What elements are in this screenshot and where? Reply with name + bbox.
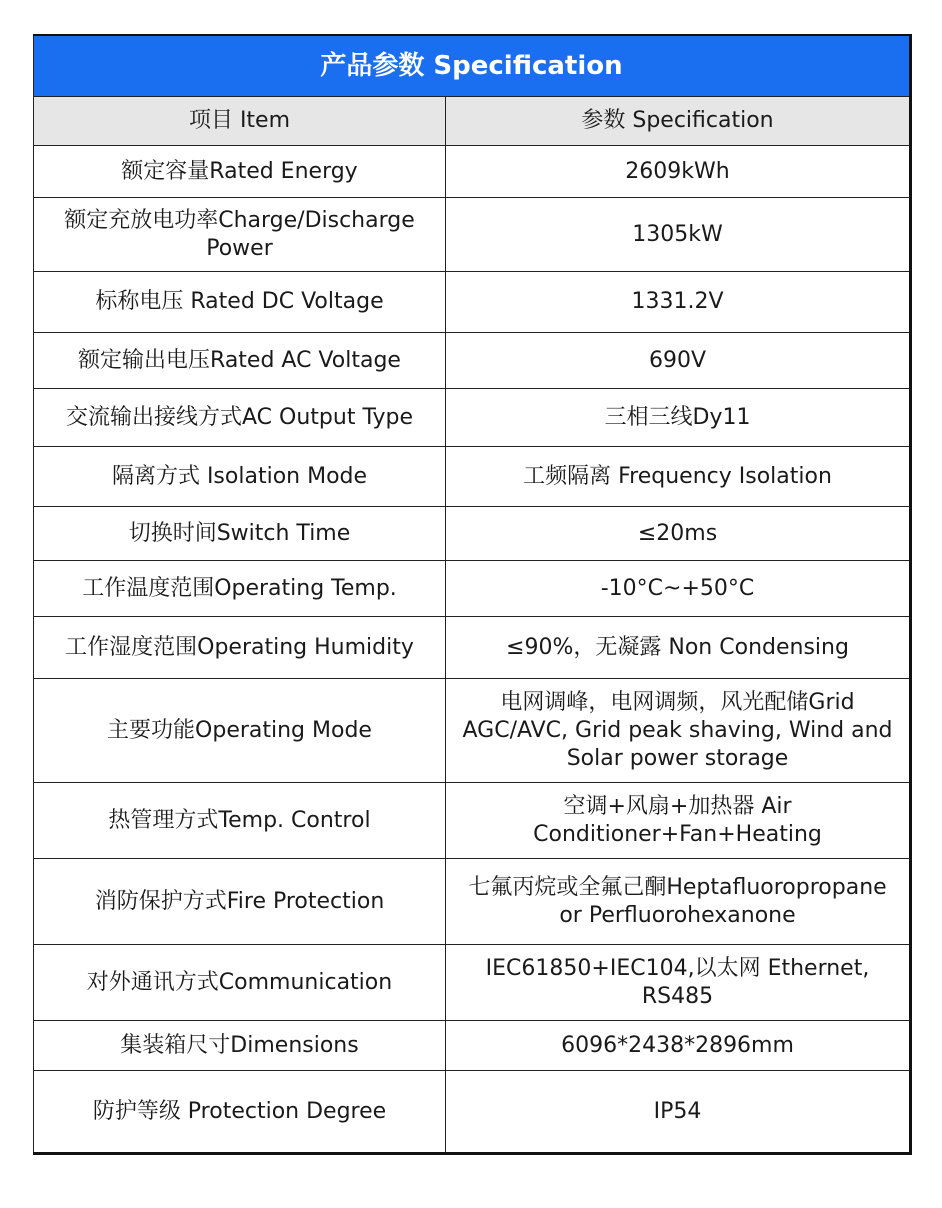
row-value: 七氟丙烷或全氟己酮Heptafluoropropane or Perfluorohexanone (446, 859, 911, 945)
row-value: ≤20ms (446, 507, 911, 561)
table-row (34, 507, 911, 561)
row-value: IP54 (446, 1071, 911, 1154)
row-value: ≤90%，无凝露 Non Condensing (446, 617, 911, 679)
table-row (34, 447, 911, 507)
row-value: -10°C~+50°C (446, 561, 911, 617)
row-item-label: 防护等级 Protection Degree (34, 1071, 446, 1154)
row-item-label: 对外通讯方式Communication (34, 945, 446, 1021)
header-item: 项目 Item (34, 97, 446, 146)
row-value: 空调+风扇+加热器 Air Conditioner+Fan+Heating (446, 783, 911, 859)
header-row (34, 97, 911, 146)
specification-table (33, 34, 912, 1155)
row-value: 三相三线Dy11 (446, 389, 911, 447)
row-item-label: 集装箱尺寸Dimensions (34, 1021, 446, 1071)
row-item-label: 主要功能Operating Mode (34, 679, 446, 783)
row-value: 6096*2438*2896mm (446, 1021, 911, 1071)
row-item-label: 交流输出接线方式AC Output Type (34, 389, 446, 447)
table-row (34, 272, 911, 333)
table-row (34, 783, 911, 859)
row-value: 电网调峰，电网调频，风光配储Grid AGC/AVC, Grid peak shaving, Wind and Solar power storage (446, 679, 911, 783)
row-item-label: 工作温度范围Operating Temp. (34, 561, 446, 617)
row-item-label: 切换时间Switch Time (34, 507, 446, 561)
row-item-label: 热管理方式Temp. Control (34, 783, 446, 859)
table-row (34, 389, 911, 447)
row-value: 1331.2V (446, 272, 911, 333)
table-row (34, 333, 911, 389)
table-row (34, 859, 911, 945)
row-item-label: 额定输出电压Rated AC Voltage (34, 333, 446, 389)
table-row (34, 198, 911, 272)
row-value: 2609kWh (446, 146, 911, 198)
row-value: 1305kW (446, 198, 911, 272)
header-spec: 参数 Specification (446, 97, 911, 146)
row-item-label: 标称电压 Rated DC Voltage (34, 272, 446, 333)
table-row (34, 561, 911, 617)
table-row (34, 1071, 911, 1154)
table-row (34, 146, 911, 198)
row-value: 工频隔离 Frequency Isolation (446, 447, 911, 507)
row-value: 690V (446, 333, 911, 389)
row-value: IEC61850+IEC104,以太网 Ethernet, RS485 (446, 945, 911, 1021)
table-row (34, 617, 911, 679)
table-row (34, 945, 911, 1021)
table-title: 产品参数 Specification (34, 35, 911, 97)
row-item-label: 消防保护方式Fire Protection (34, 859, 446, 945)
row-item-label: 额定容量Rated Energy (34, 146, 446, 198)
table-row (34, 1021, 911, 1071)
row-item-label: 额定充放电功率Charge/Discharge Power (34, 198, 446, 272)
row-item-label: 隔离方式 Isolation Mode (34, 447, 446, 507)
row-item-label: 工作湿度范围Operating Humidity (34, 617, 446, 679)
table-row (34, 679, 911, 783)
title-row (34, 35, 911, 97)
